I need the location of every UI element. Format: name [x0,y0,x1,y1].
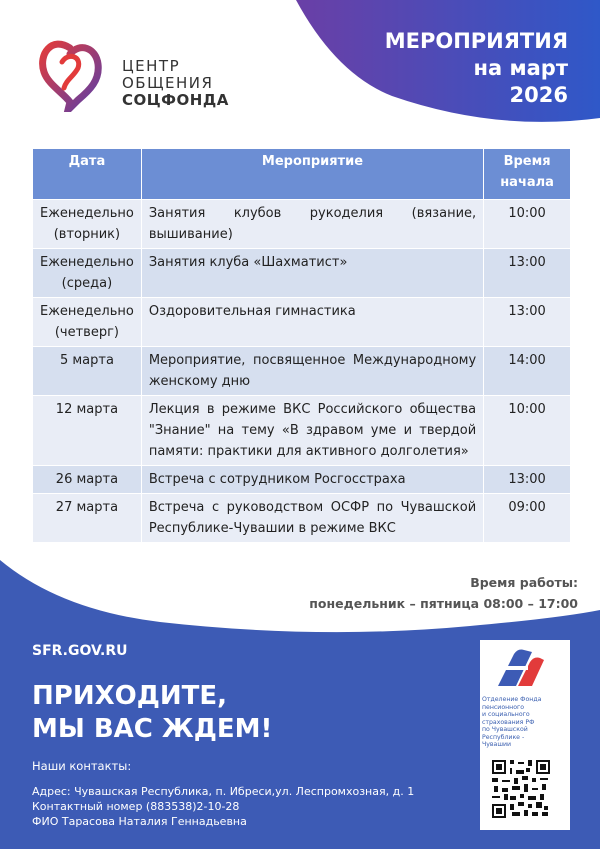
slogan-line-1: ПРИХОДИТЕ, [32,681,228,711]
heart-speech-bubble-icon [38,40,102,112]
event-heading [385,28,568,109]
row-event: Встреча с руководством ОСФР по Чувашской Республике-Чувашии в режиме ВКС [141,494,483,543]
row-event: Мероприятие, посвященное Международному женскому дню [141,347,483,396]
org-line: Чувашии [482,741,512,748]
row-time: 13:00 [484,466,571,494]
row-time: 10:00 [484,200,571,249]
schedule-table [32,148,571,543]
table-header-row [33,149,571,200]
org-line: страхования РФ [482,718,535,726]
row-time: 13:00 [484,298,571,347]
org-line: по Чувашской [482,726,528,733]
row-time: 10:00 [484,396,571,466]
org-line: пенсионного [482,703,525,711]
table-row [33,249,571,298]
contacts-title: Наши контакты: [32,759,132,773]
table-row [33,347,571,396]
row-date: 27 марта [33,494,142,543]
site-link[interactable]: SFR.GOV.RU [32,643,128,659]
row-date: Еженедельно (вторник) [33,200,142,249]
work-hours [309,572,578,614]
row-date: Еженедельно (четверг) [33,298,142,347]
slogan [32,680,272,746]
row-time: 13:00 [484,249,571,298]
contact-person: ФИО Тарасова Наталия Геннадьевна [32,815,247,828]
qr-code-icon[interactable] [490,758,552,820]
org-name [482,696,568,749]
row-event: Оздоровительная гимнастика [141,298,483,347]
logo-line-2: ОБЩЕНИЯ [122,74,214,92]
column-header-event: Мероприятие [141,149,483,200]
column-header-date: Дата [33,149,142,200]
row-date: Еженедельно (среда) [33,249,142,298]
table-row [33,200,571,249]
column-header-time: Время начала [484,149,571,200]
event-heading-line-3: 2026 [509,83,568,107]
org-card [480,640,570,830]
org-line: и социального [482,711,530,718]
event-heading-line-2: на март [473,56,568,80]
org-line: Республике - [482,733,525,741]
work-hours-value: понедельник – пятница 08:00 – 17:00 [309,596,578,611]
table-row [33,298,571,347]
slogan-line-2: МЫ ВАС ЖДЕМ! [32,714,273,744]
event-heading-line-1: МЕРОПРИЯТИЯ [384,29,568,53]
row-date: 5 марта [33,347,142,396]
table-row [33,396,571,466]
logo-line-3: СОЦФОНДА [122,91,229,109]
logo-line-1: ЦЕНТР [122,57,181,75]
work-hours-label: Время работы: [470,575,578,590]
row-event: Занятия клубов рукоделия (вязание, вышивание) [141,200,483,249]
row-time: 09:00 [484,494,571,543]
sfr-emblem-icon [488,646,546,692]
table-row [33,494,571,543]
logo-text [122,58,229,109]
row-event: Занятия клуба «Шахматист» [141,249,483,298]
table-row [33,466,571,494]
contact-phone: Контактный номер (883538)2-10-28 [32,800,240,813]
row-event: Встреча с сотрудником Росгосстраха [141,466,483,494]
row-time: 14:00 [484,347,571,396]
row-date: 12 марта [33,396,142,466]
contact-address: Адрес: Чувашская Республика, п. Ибреси,ул. Леспромхозная, д. 1 [32,785,415,798]
contacts [32,784,414,829]
row-event: Лекция в режиме ВКС Российского общества "Знание" на тему «В здравом уме и твердой памяти: практики для активного долголетия» [141,396,483,466]
row-date: 26 марта [33,466,142,494]
org-line: Отделение Фонда [482,696,542,703]
